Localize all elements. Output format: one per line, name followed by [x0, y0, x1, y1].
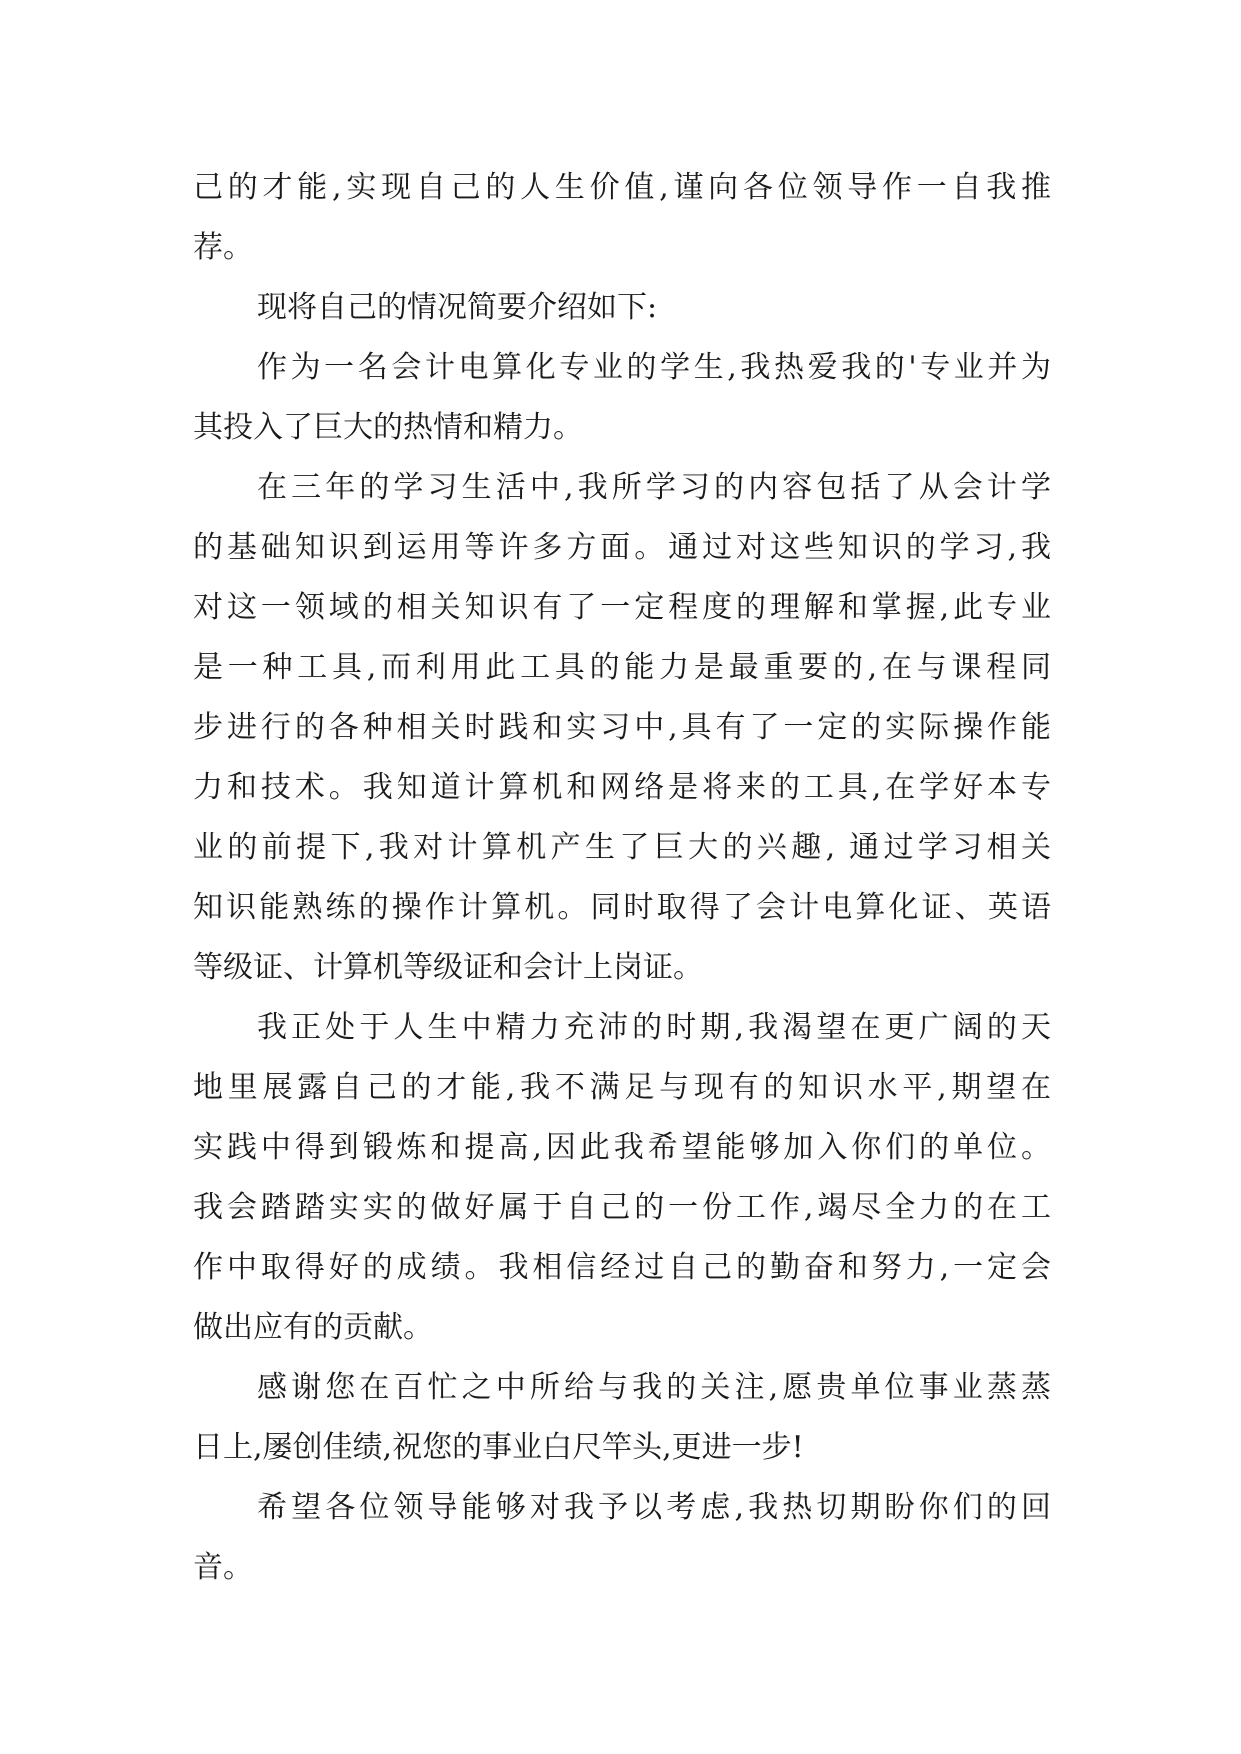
text-line: 日上,屡创佳绩,祝您的事业白尺竿头,更进一步!: [193, 1430, 804, 1465]
text-line: 等级证、计算机等级证和会计上岗证。: [193, 950, 703, 985]
text-line: 在三年的学习生活中,我所学习的内容包括了从会计学: [257, 470, 1051, 505]
text-line: 我会踏踏实实的做好属于自己的一份工作,竭尽全力的在工: [193, 1190, 1051, 1225]
text-line: 实践中得到锻炼和提高,因此我希望能够加入你们的单位。: [193, 1130, 1051, 1165]
text-line: 希望各位领导能够对我予以考虑,我热切期盼你们的回: [257, 1490, 1051, 1525]
text-line: 做出应有的贡献。: [193, 1310, 433, 1345]
text-line: 音。: [193, 1550, 253, 1585]
text-line: 己的才能,实现自己的人生价值,谨向各位领导作一自我推: [193, 170, 1051, 205]
text-line: 业的前提下,我对计算机产生了巨大的兴趣, 通过学习相关: [193, 830, 1051, 865]
text-line: 现将自己的情况简要介绍如下:: [257, 290, 658, 325]
document-body: [193, 158, 1051, 1598]
text-line: 作为一名会计电算化专业的学生,我热爱我的'专业并为: [257, 350, 1051, 385]
text-line: 其投入了巨大的热情和精力。: [193, 410, 583, 445]
text-line: 步进行的各种相关时践和实习中,具有了一定的实际操作能: [193, 710, 1051, 745]
text-line: 感谢您在百忙之中所给与我的关注,愿贵单位事业蒸蒸: [257, 1370, 1051, 1405]
text-line: 的基础知识到运用等许多方面。通过对这些知识的学习,我: [193, 530, 1051, 565]
text-line: 对这一领域的相关知识有了一定程度的理解和掌握,此专业: [193, 590, 1051, 625]
text-line: 荐。: [193, 230, 253, 265]
text-line: 地里展露自己的才能,我不满足与现有的知识水平,期望在: [193, 1070, 1051, 1105]
text-line: 知识能熟练的操作计算机。同时取得了会计电算化证、英语: [193, 890, 1051, 925]
text-line: 是一种工具,而利用此工具的能力是最重要的,在与课程同: [193, 650, 1051, 685]
text-line: 我正处于人生中精力充沛的时期,我渴望在更广阔的天: [257, 1010, 1051, 1045]
text-line: 作中取得好的成绩。我相信经过自己的勤奋和努力,一定会: [193, 1250, 1051, 1285]
text-line: 力和技术。我知道计算机和网络是将来的工具,在学好本专: [193, 770, 1051, 805]
